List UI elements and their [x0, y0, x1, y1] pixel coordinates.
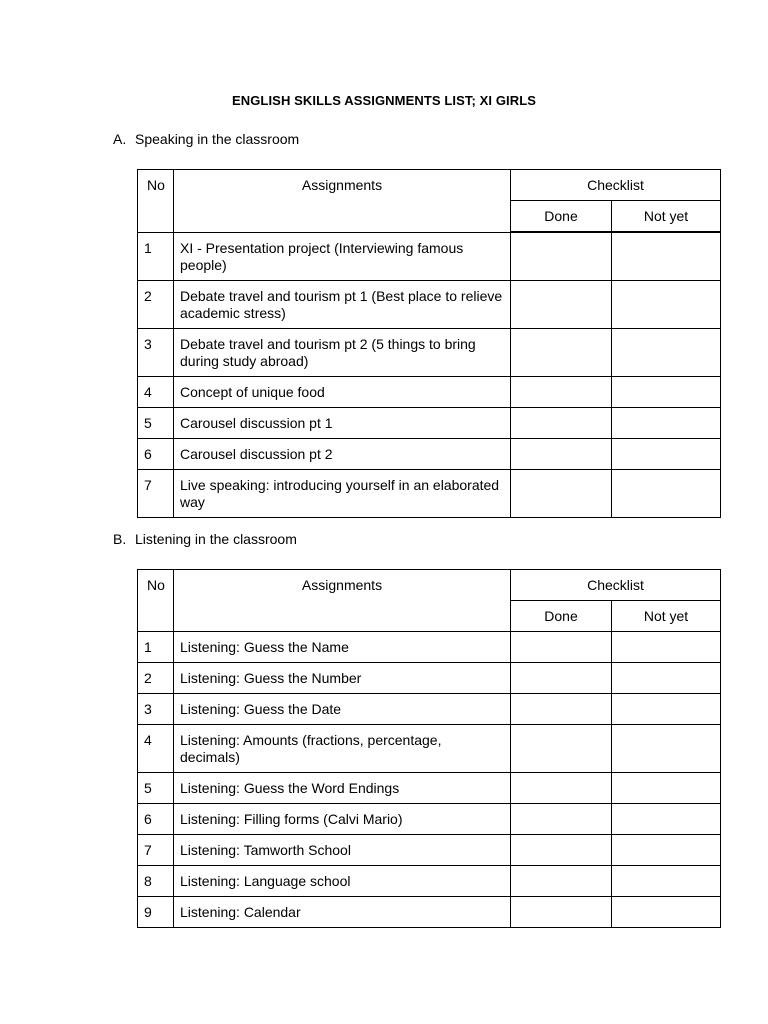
assignment-text: Listening: Guess the Number — [174, 663, 511, 694]
assignment-text: Debate travel and tourism pt 1 (Best place to relieve academic stress) — [174, 280, 511, 328]
row-number: 7 — [138, 469, 174, 517]
row-number: 5 — [138, 773, 174, 804]
done-cell[interactable] — [511, 897, 612, 928]
done-cell[interactable] — [511, 725, 612, 773]
row-number: 6 — [138, 804, 174, 835]
not-yet-cell[interactable] — [612, 866, 721, 897]
assignment-text: Carousel discussion pt 2 — [174, 438, 511, 469]
header-not-yet: Not yet — [612, 601, 721, 632]
table-row — [138, 663, 721, 694]
table-row — [138, 376, 721, 407]
table-row — [138, 232, 721, 280]
assignment-text: XI - Presentation project (Interviewing famous people) — [174, 232, 511, 280]
done-cell[interactable] — [511, 469, 612, 517]
header-not-yet: Not yet — [612, 201, 721, 233]
row-number: 1 — [138, 632, 174, 663]
done-cell[interactable] — [511, 376, 612, 407]
row-number: 1 — [138, 232, 174, 280]
table-row — [138, 280, 721, 328]
assignment-text: Listening: Guess the Name — [174, 632, 511, 663]
table-row — [138, 897, 721, 928]
row-number: 9 — [138, 897, 174, 928]
not-yet-cell[interactable] — [612, 773, 721, 804]
section-a-title: Speaking in the classroom — [135, 131, 300, 147]
done-cell[interactable] — [511, 438, 612, 469]
done-cell[interactable] — [511, 407, 612, 438]
assignment-text: Concept of unique food — [174, 376, 511, 407]
table-row — [138, 328, 721, 376]
not-yet-cell[interactable] — [612, 469, 721, 517]
done-cell[interactable] — [511, 232, 612, 280]
section-a-heading — [113, 131, 299, 147]
row-number: 4 — [138, 725, 174, 773]
assignment-text: Listening: Amounts (fractions, percentage, decimals) — [174, 725, 511, 773]
row-number: 5 — [138, 407, 174, 438]
header-checklist: Checklist — [511, 570, 721, 601]
not-yet-cell[interactable] — [612, 632, 721, 663]
not-yet-cell[interactable] — [612, 232, 721, 280]
table-row — [138, 632, 721, 663]
not-yet-cell[interactable] — [612, 663, 721, 694]
not-yet-cell[interactable] — [612, 694, 721, 725]
done-cell[interactable] — [511, 694, 612, 725]
table-row — [138, 725, 721, 773]
row-number: 6 — [138, 438, 174, 469]
not-yet-cell[interactable] — [612, 804, 721, 835]
table-row — [138, 694, 721, 725]
table-row — [138, 773, 721, 804]
header-done: Done — [511, 201, 612, 233]
row-number: 2 — [138, 280, 174, 328]
section-b-letter: B. — [113, 531, 127, 547]
assignment-text: Carousel discussion pt 1 — [174, 407, 511, 438]
done-cell[interactable] — [511, 663, 612, 694]
done-cell[interactable] — [511, 804, 612, 835]
assignment-text: Listening: Calendar — [174, 897, 511, 928]
not-yet-cell[interactable] — [612, 328, 721, 376]
not-yet-cell[interactable] — [612, 725, 721, 773]
done-cell[interactable] — [511, 632, 612, 663]
done-cell[interactable] — [511, 328, 612, 376]
row-number: 8 — [138, 866, 174, 897]
not-yet-cell[interactable] — [612, 835, 721, 866]
row-number: 3 — [138, 694, 174, 725]
header-no: No — [138, 570, 174, 632]
page-title: ENGLISH SKILLS ASSIGNMENTS LIST; XI GIRLS — [231, 93, 537, 108]
done-cell[interactable] — [511, 280, 612, 328]
done-cell[interactable] — [511, 773, 612, 804]
not-yet-cell[interactable] — [612, 376, 721, 407]
header-done: Done — [511, 601, 612, 632]
not-yet-cell[interactable] — [612, 438, 721, 469]
table-row — [138, 438, 721, 469]
row-number: 3 — [138, 328, 174, 376]
speaking-assignments-table — [137, 169, 721, 518]
not-yet-cell[interactable] — [612, 280, 721, 328]
table-row — [138, 407, 721, 438]
assignment-text: Listening: Guess the Word Endings — [174, 773, 511, 804]
section-a-letter: A. — [113, 131, 127, 147]
done-cell[interactable] — [511, 866, 612, 897]
table-row — [138, 469, 721, 517]
assignment-text: Listening: Tamworth School — [174, 835, 511, 866]
table-row — [138, 835, 721, 866]
row-number: 7 — [138, 835, 174, 866]
table-row — [138, 804, 721, 835]
section-b-heading — [113, 531, 297, 547]
assignment-text: Listening: Language school — [174, 866, 511, 897]
header-assignments: Assignments — [174, 170, 511, 233]
not-yet-cell[interactable] — [612, 897, 721, 928]
assignment-text: Listening: Guess the Date — [174, 694, 511, 725]
assignment-text: Listening: Filling forms (Calvi Mario) — [174, 804, 511, 835]
row-number: 2 — [138, 663, 174, 694]
listening-assignments-table — [137, 569, 721, 928]
not-yet-cell[interactable] — [612, 407, 721, 438]
header-assignments: Assignments — [174, 570, 511, 632]
header-no: No — [138, 170, 174, 233]
section-b-title: Listening in the classroom — [135, 531, 297, 547]
assignment-text: Debate travel and tourism pt 2 (5 things to bring during study abroad) — [174, 328, 511, 376]
assignment-text: Live speaking: introducing yourself in an elaborated way — [174, 469, 511, 517]
table-row — [138, 866, 721, 897]
done-cell[interactable] — [511, 835, 612, 866]
row-number: 4 — [138, 376, 174, 407]
header-checklist: Checklist — [511, 170, 721, 201]
